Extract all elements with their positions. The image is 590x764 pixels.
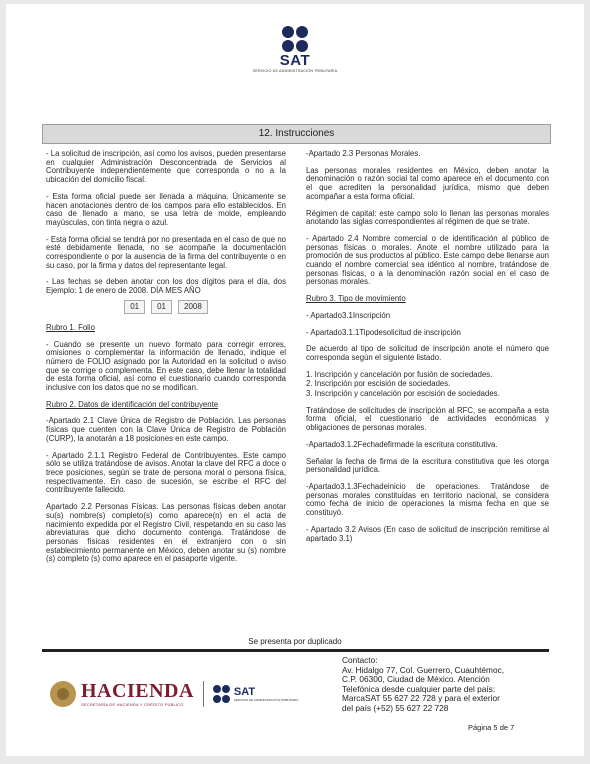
document-page [6,4,584,756]
sat-footer-word: SAT [233,686,256,698]
sat-dots-icon [282,26,308,52]
sat-logo-word: SAT [279,52,311,69]
paragraph: -Apartado 2.3 Personas Morales. [306,149,421,158]
list-item: 2. Inscripción por escisión de sociedades. [306,379,451,389]
date-year-box: 2008 [178,300,208,314]
contact-line: C.P. 06300, Ciudad de México. Atención [342,674,490,685]
left-column [46,150,286,572]
sat-dots-icon [213,685,231,703]
date-month-box: 01 [151,300,172,314]
page-number: Página 5 de 7 [468,723,515,732]
contact-title: Contacto: [342,655,378,665]
list-item: 3. Inscripción y cancelación por escisión de sociedades. [306,389,500,399]
rubro-heading: Rubro 3. Tipo de movimiento [306,294,406,304]
footer-divider [42,649,549,652]
sat-footer-subtitle: SERVICIO DE ADMINISTRACIÓN TRIBUTARIA [233,698,299,702]
paragraph: - Cuando se presente un nuevo formato para corregir errores, omisiones o complementar la información de llenado, indique el número de FOLIO asignado por la Autoridad en la solicitud o aviso que se corrige o complementa. En este caso, debe llenar la totalidad de esta forma oficial, así como el cuestionario cuando corresponda inclusive con los datos que no se modifican. [46,339,286,393]
sat-footer-logo [213,685,298,703]
paragraph: Tratándose de solicitudes de inscripción al RFC, se acompaña a esta forma oficial, el cuestionario de actividades económicas y obligaciones de personas morales. [306,405,549,433]
sat-logo-subtitle: SERVICIO DE ADMINISTRACIÓN TRIBUTARIA [252,69,338,73]
contact-line: Telefónica desde cualquier parte del país: [342,683,496,694]
paragraph: - Apartado3.1.1Tipodesolicitud de inscripción [306,327,461,337]
list-item: 1. Inscripción y cancelación por fusión de sociedades. [306,369,493,379]
rubro-heading: Rubro 2. Datos de identificación del contribuyente [46,399,219,409]
footer-logos [50,680,298,708]
paragraph: - Esta forma oficial puede ser llenada a máquina. Únicamente se hacen anotaciones dentro de los campos para ello establecidos. En caso de llenado a mano, se usa letra de molde, empleando mayúsculas, con tinta negra o azul. [46,191,286,227]
paragraph: Apartado 2.2 Personas Físicas. Las personas físicas deben anotar su(s) nombre(s) completo(s) como aparece(n) en el acta de nacimiento expedida por el Registro Civil, respetando en su caso las abreviaturas que dicho documento contenga. Tratándose de personas físicas residentes en el extranjero con o sin establecimiento permanente en México, deben anotar su (s) nombre (s) completo (s) como aparece en el pasaporte vigente. [46,502,286,564]
paragraph: -Apartado3.1.3Fechadeinicio de operaciones. Tratándose de personas morales constituidas en territorio nacional, se considera como fecha de inicio de operaciones la misma fecha en que se constituyó. [306,481,549,518]
paragraph: - Apartado 3.2 Avisos (En caso de solicitud de inscripción remitirse al apartado 3.1) [306,524,549,543]
paragraph: -Apartado3.1.2Fechadefirmade la escritura constitutiva. [306,439,498,449]
sat-header-logo [6,26,584,74]
section-title: 12. Instrucciones [42,124,551,144]
hacienda-subtitle: SECRETARÍA DE HACIENDA Y CRÉDITO PÚBLICO [81,702,184,707]
logo-divider [203,681,204,707]
duplicate-note: Se presenta por duplicado [248,637,342,646]
paragraph: - Apartado 2.1.1 Registro Federal de Contribuyentes. Este campo sólo se utiliza tratándose de avisos. Anotar la clave del RFC a doce o trece posiciones, según se trate de persona moral o persona física, respectivamente. En caso de sucesión, se escribe el RFC del contribuyente fallecido. [46,450,286,495]
contact-block [342,656,562,714]
paragraph: - La solicitud de inscripción, así como los avisos, pueden presentarse en cualquier Administración Desconcentrada de Servicios al Contribuyente independientemente que corresponda o no a la ubicación del domicilio fiscal. [46,149,286,185]
paragraph: - Apartado 2.4 Nombre comercial o de identificación al público de personas físicas o morales. Anote el nombre utilizado para la promoción de sus productos al público. Este campo debe llenarse aun cuando el nombre comercial sea idéntico al nombre, tratándose de personas físicas, o a la denominación razón social en el caso de personas morales. [306,233,549,287]
paragraph: Las personas morales residentes en México, deben anotar la denominación o razón social tal como aparece en el documento con el que acrediten la personalidad jurídica, mismo que deben acompañar a esta forma oficial. [306,165,549,201]
paragraph: -Apartado 2.1 Clave Única de Registro de Población. Las personas físicas que cuenten con la Clave Única de Registro de Población (CURP), la anotarán a 18 posiciones en este campo. [46,416,286,443]
hacienda-wordmark: HACIENDA [81,680,194,702]
contact-line: MarcaSAT 55 627 22 728 y para el exterior [342,693,500,704]
contact-line: Av. Hidalgo 77, Col. Guerrero, Cuauhtémoc, [342,664,505,675]
contact-line: del país (+52) 55 627 22 728 [342,702,449,713]
hacienda-seal-icon [50,681,76,707]
paragraph: Señalar la fecha de firma de la escritura constitutiva que les otorga personalidad jurídica. [306,456,549,475]
paragraph: De acuerdo al tipo de solicitud de inscripción anote el número que corresponda según el siguiente listado. [306,344,549,362]
rubro-heading: Rubro 1. Folio [46,322,95,332]
paragraph: - Apartado3.1Inscripción [306,310,391,320]
right-column [306,150,549,551]
paragraph: - Esta forma oficial se tendrá por no presentada en el caso de que no esté debidamente llenada, no se acompañe la documentación correspondiente o por la ausencia de la firma del contribuyente o en su caso, por la firma y datos del representante legal. [46,234,286,270]
date-example [46,300,286,314]
paragraph: - Las fechas se deben anotar con los dos dígitos para el día, dos Ejemplo: 1 de enero de 2008. DÍA MES AÑO [46,277,286,296]
paragraph: Régimen de capital: este campo solo lo llenan las personas morales anotando las siglas correspondientes al régimen de que se trate. [306,208,549,227]
date-day-box: 01 [124,300,145,314]
